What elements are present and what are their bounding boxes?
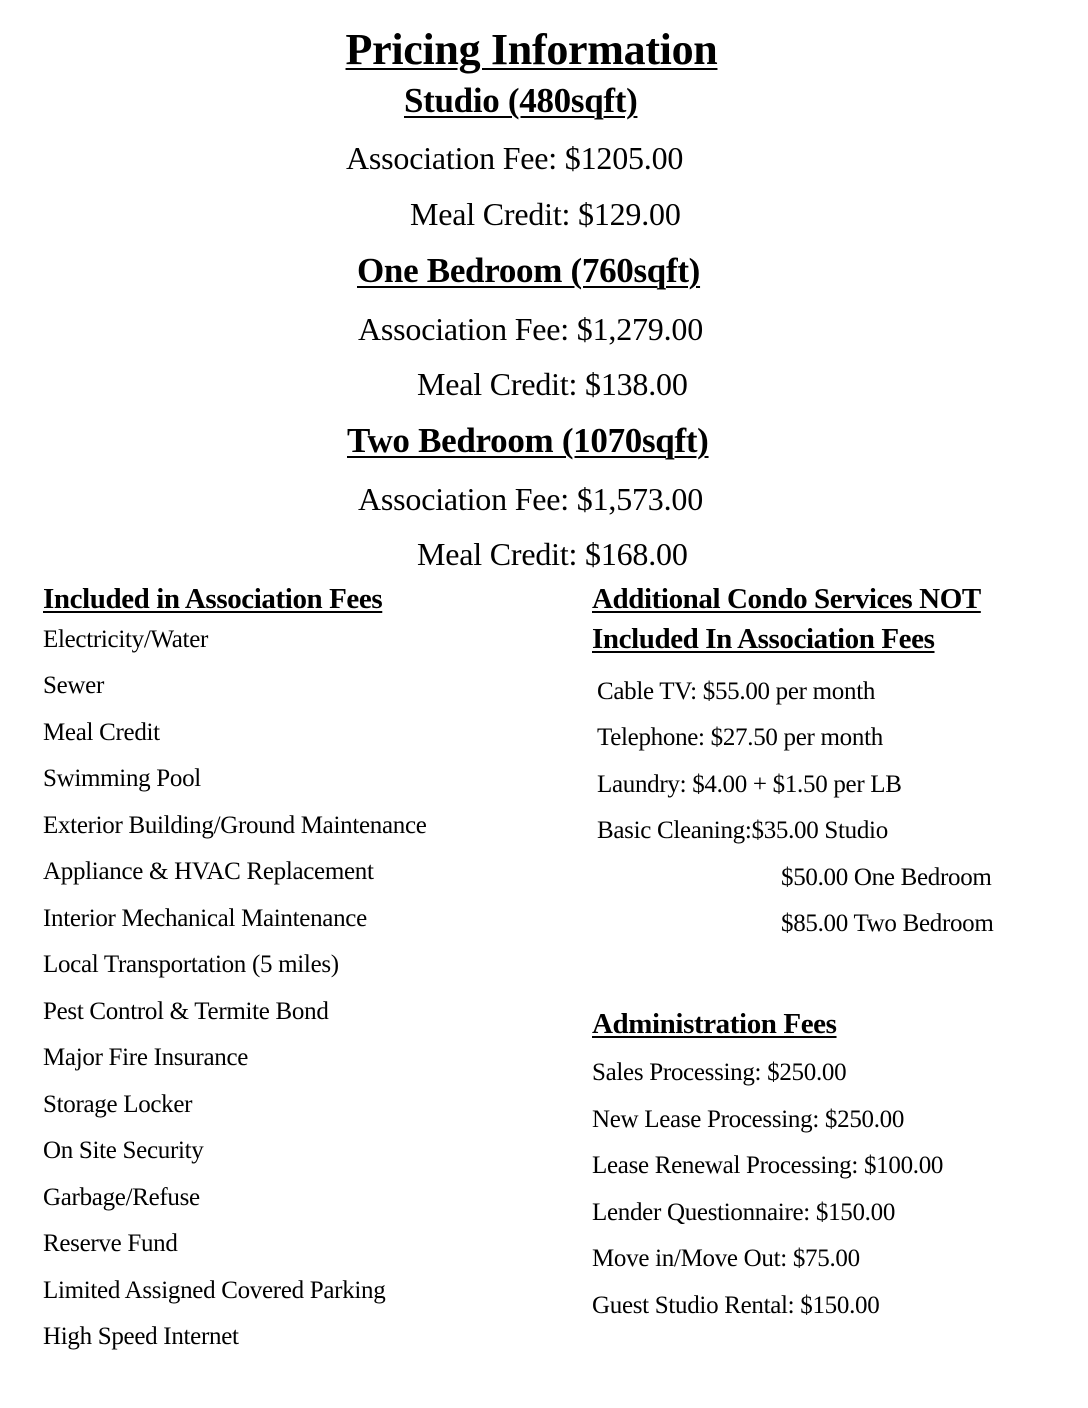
one-bedroom-heading: One Bedroom (760sqft)	[357, 251, 701, 290]
studio-meal-credit: Meal Credit: $129.00	[410, 196, 681, 232]
additional-item: Cable TV: $55.00 per month	[597, 678, 876, 705]
studio-heading: Studio (480sqft)	[404, 81, 638, 120]
additional-item: Laundry: $4.00 + $1.50 per LB	[597, 771, 902, 798]
admin-item: Guest Studio Rental: $150.00	[592, 1292, 880, 1319]
one-bedroom-meal-credit: Meal Credit: $138.00	[417, 366, 688, 402]
included-item: High Speed Internet	[43, 1323, 239, 1350]
included-item: Major Fire Insurance	[43, 1044, 249, 1071]
included-heading: Included in Association Fees	[43, 583, 383, 615]
included-item: Meal Credit	[43, 719, 160, 746]
admin-item: New Lease Processing: $250.00	[592, 1106, 905, 1133]
admin-item: Move in/Move Out: $75.00	[592, 1245, 860, 1272]
included-item: Limited Assigned Covered Parking	[43, 1277, 386, 1304]
included-item: Electricity/Water	[43, 626, 209, 653]
two-bedroom-heading: Two Bedroom (1070sqft)	[347, 421, 709, 460]
one-bedroom-association-fee: Association Fee: $1,279.00	[358, 311, 703, 347]
included-item: On Site Security	[43, 1137, 204, 1164]
included-item: Swimming Pool	[43, 765, 201, 792]
included-item: Local Transportation (5 miles)	[43, 951, 339, 978]
included-item: Garbage/Refuse	[43, 1184, 200, 1211]
included-item: Appliance & HVAC Replacement	[43, 858, 374, 885]
admin-item: Lender Questionnaire: $150.00	[592, 1199, 896, 1226]
additional-heading-line2: Included In Association Fees	[592, 623, 935, 655]
studio-association-fee: Association Fee: $1205.00	[346, 140, 684, 176]
additional-item: Telephone: $27.50 per month	[597, 724, 883, 751]
additional-heading-line1: Additional Condo Services NOT	[592, 583, 981, 615]
additional-item: $50.00 One Bedroom	[781, 864, 992, 891]
included-item: Storage Locker	[43, 1091, 193, 1118]
additional-item: Basic Cleaning:$35.00 Studio	[597, 817, 888, 844]
included-item: Exterior Building/Ground Maintenance	[43, 812, 427, 839]
included-item: Interior Mechanical Maintenance	[43, 905, 367, 932]
included-item: Pest Control & Termite Bond	[43, 998, 329, 1025]
included-item: Reserve Fund	[43, 1230, 178, 1257]
admin-item: Sales Processing: $250.00	[592, 1059, 847, 1086]
page-title: Pricing Information	[345, 25, 718, 74]
admin-item: Lease Renewal Processing: $100.00	[592, 1152, 944, 1179]
two-bedroom-association-fee: Association Fee: $1,573.00	[358, 481, 703, 517]
included-item: Sewer	[43, 672, 104, 699]
admin-heading: Administration Fees	[592, 1008, 837, 1040]
two-bedroom-meal-credit: Meal Credit: $168.00	[417, 536, 688, 572]
additional-item: $85.00 Two Bedroom	[781, 910, 994, 937]
